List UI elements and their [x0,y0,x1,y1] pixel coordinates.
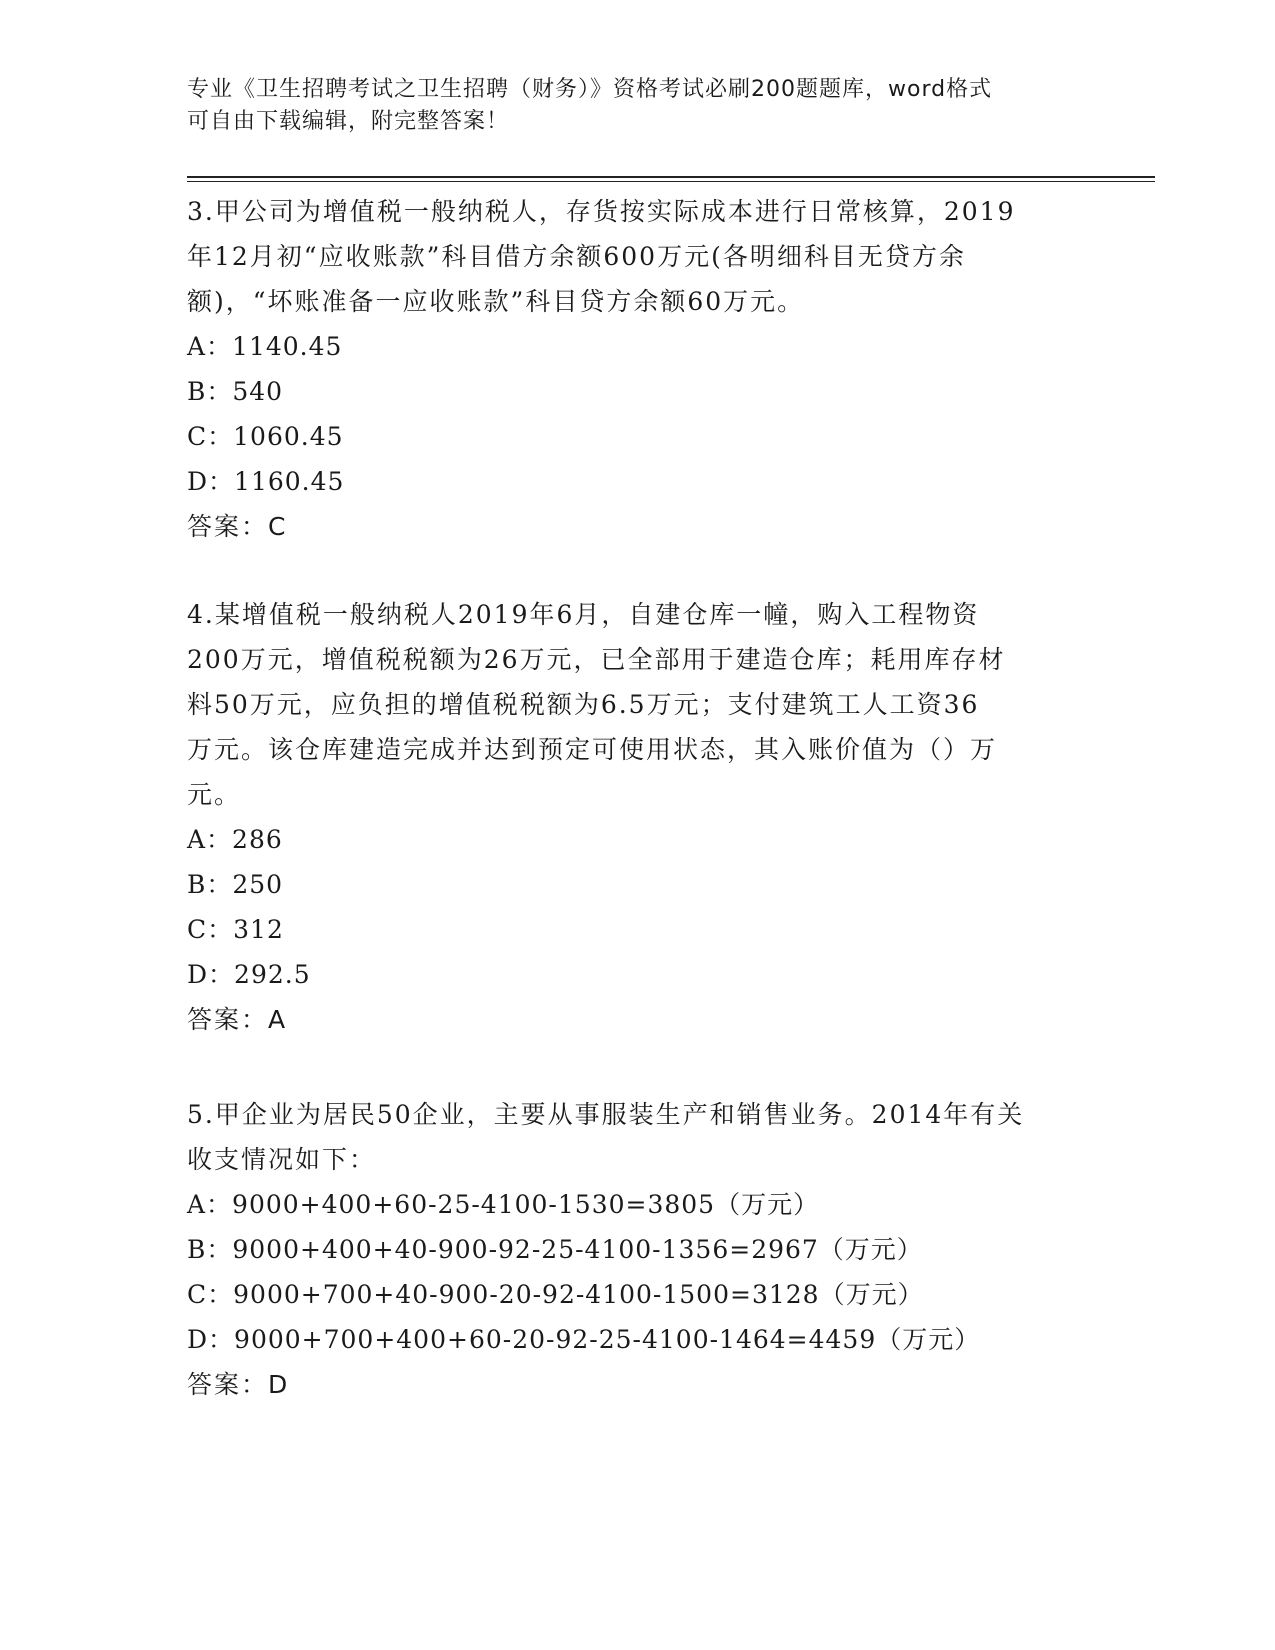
option-c: C：9000+700+40-900-20-92-4100-1500=3128（万元） [187,1280,924,1309]
option-a: A：9000+400+60-25-4100-1530=3805（万元） [187,1190,820,1219]
option-a: A：286 [187,825,283,854]
option-c: C：312 [187,915,284,944]
question-stem-line: 5.甲企业为居民50企业，主要从事服装生产和销售业务。2014年有关 [187,1100,1025,1129]
question-stem-line: 4.某增值税一般纳税人2019年6月，自建仓库一幢，购入工程物资 [187,600,980,629]
question-stem-line: 3.甲公司为增值税一般纳税人，存货按实际成本进行日常核算，2019 [187,197,1016,226]
question-stem-line: 料50万元，应负担的增值税税额为6.5万元；支付建筑工人工资36 [187,690,980,719]
header-divider [187,176,1155,182]
question-stem-line: 年12月初“应收账款”科目借方余额600万元(各明细科目无贷方余 [187,242,966,271]
question-5 [187,1092,1087,1407]
header-line-2: 可自由下载编辑，附完整答案！ [187,109,510,134]
option-b: B：540 [187,377,284,406]
option-a: A：1140.45 [187,332,343,361]
option-d: D：292.5 [187,960,311,989]
question-stem-line: 元。 [187,780,242,809]
question-stem-line: 200万元，增值税税额为26万元，已全部用于建造仓库；耗用库存材 [187,645,1006,674]
option-c: C：1060.45 [187,422,344,451]
question-4 [187,592,1087,1042]
question-stem-line: 额)，“坏账准备一应收账款”科目贷方余额60万元。 [187,287,805,316]
header-line-1: 专业《卫生招聘考试之卫生招聘（财务）》资格考试必刷200题题库，word格式 [187,77,993,102]
answer-line: 答案：D [187,1370,290,1399]
option-b: B：9000+400+40-900-92-25-4100-1356=2967（万元） [187,1235,923,1264]
question-stem-line: 收支情况如下： [187,1145,377,1174]
document-header [187,74,1087,138]
question-stem-line: 万元。该仓库建造完成并达到预定可使用状态，其入账价值为（）万 [187,735,998,764]
option-d: D：1160.45 [187,467,345,496]
question-3 [187,189,1087,549]
answer-line: 答案：A [187,1005,288,1034]
option-d: D：9000+700+400+60-20-92-25-4100-1464=4459（万元） [187,1325,981,1354]
answer-line: 答案：C [187,512,288,541]
option-b: B：250 [187,870,284,899]
